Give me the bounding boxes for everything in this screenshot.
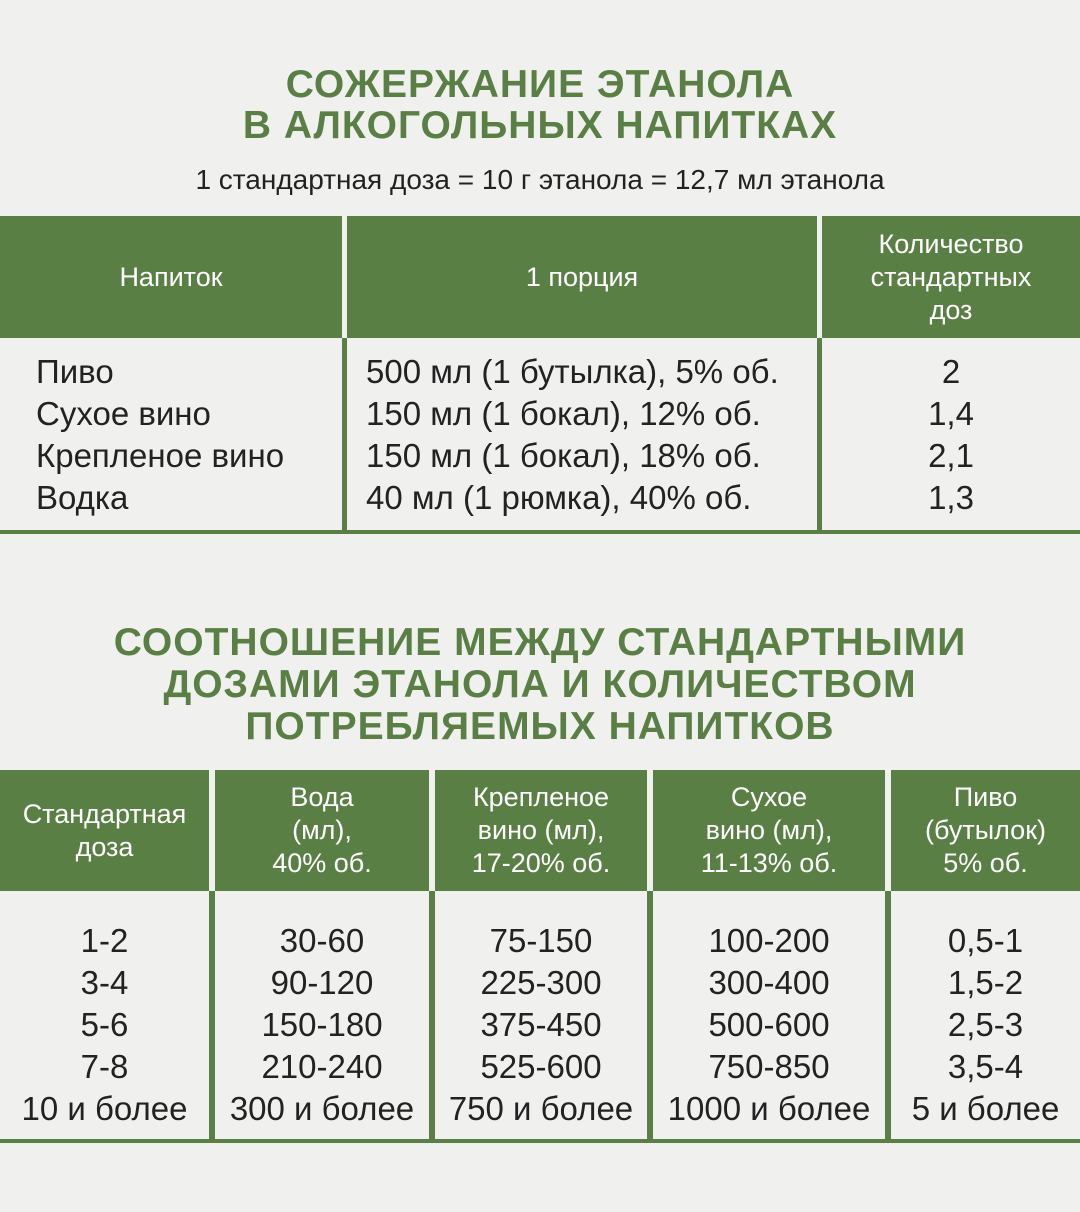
header-line: Крепленое xyxy=(472,782,610,812)
header-drink-label: Напиток xyxy=(119,261,223,292)
standard-dose-column xyxy=(0,920,209,1130)
header-line: вино (мл), xyxy=(705,815,833,845)
table-cell: 5-6 xyxy=(80,1006,129,1043)
table-cell: 75-150 xyxy=(489,922,593,959)
header-standard-dose xyxy=(0,770,209,891)
table-cell: 90-120 xyxy=(270,964,374,1001)
table-cell: 30-60 xyxy=(279,922,365,959)
header-line: Стандартная xyxy=(22,798,187,829)
column-divider xyxy=(342,338,347,532)
table-cell: 300 и более xyxy=(229,1090,415,1127)
table-cell: 150 мл (1 бокал), 18% об. xyxy=(366,437,761,474)
header-doses-line2: стандартных xyxy=(870,261,1032,292)
header-line: (бутылок) xyxy=(924,815,1046,845)
table-cell: Пиво xyxy=(36,353,114,390)
table-cell: 3,5-4 xyxy=(947,1048,1024,1085)
header-line: (мл), xyxy=(292,815,352,845)
fortified-wine-column xyxy=(435,920,647,1130)
table-cell: 750-850 xyxy=(708,1048,830,1085)
section1-title-line2: В АЛКОГОЛЬНЫХ НАПИТКАХ xyxy=(242,104,838,147)
table-cell: 1,4 xyxy=(928,395,974,432)
table-cell: 525-600 xyxy=(480,1048,602,1085)
table-cell: 2 xyxy=(941,353,961,390)
header-doses-line3: доз xyxy=(929,294,973,325)
table-cell: 150 мл (1 бокал), 12% об. xyxy=(366,395,761,432)
header-line: вино (мл), xyxy=(477,815,605,845)
header-line: 40% об. xyxy=(272,848,372,878)
portion-column xyxy=(366,351,811,519)
table-cell: 150-180 xyxy=(261,1006,383,1043)
header-line: 5% об. xyxy=(943,848,1028,878)
section2-title-line2: ДОЗАМИ ЭТАНОЛА И КОЛИЧЕСТВОМ xyxy=(163,663,917,706)
header-doses-line1: Количество xyxy=(878,228,1024,259)
drink-column xyxy=(36,351,336,519)
header-line: Вода xyxy=(290,782,354,812)
table-bottom-border xyxy=(0,1139,1080,1143)
table-cell: 300-400 xyxy=(708,964,830,1001)
header-water xyxy=(215,770,429,891)
table-cell: 10 и более xyxy=(21,1090,188,1127)
header-dry-wine xyxy=(653,770,885,891)
table-cell: Крепленое вино xyxy=(36,437,285,474)
header-drink xyxy=(0,216,342,338)
header-line: Сухое xyxy=(730,782,808,812)
doses-column xyxy=(822,351,1080,519)
header-fortified-wine xyxy=(435,770,647,891)
header-portion xyxy=(347,216,817,338)
section1-subtitle: 1 стандартная доза = 10 г этанола = 12,7 мл этанола xyxy=(195,164,885,195)
table-cell: 40 мл (1 рюмка), 40% об. xyxy=(366,479,752,516)
table-cell: 750 и более xyxy=(448,1090,634,1127)
table-cell: Водка xyxy=(36,479,129,516)
water-column xyxy=(215,920,429,1130)
table-cell: 1000 и более xyxy=(667,1090,871,1127)
section2-title-line3: ПОТРЕБЛЯЕМЫХ НАПИТКОВ xyxy=(245,705,835,748)
table-bottom-border xyxy=(0,530,1080,534)
table-cell: 500 мл (1 бутылка), 5% об. xyxy=(366,353,779,390)
table-cell: 1-2 xyxy=(80,922,129,959)
beer-column xyxy=(891,920,1080,1130)
section1-title-line1: СОЖЕРЖАНИЕ ЭТАНОЛА xyxy=(285,63,795,106)
section2-title-line1: СООТНОШЕНИЕ МЕЖДУ СТАНДАРТНЫМИ xyxy=(113,621,967,664)
table-cell: 0,5-1 xyxy=(947,922,1024,959)
table-cell: 1,5-2 xyxy=(947,964,1024,1001)
header-line: Пиво xyxy=(953,782,1018,812)
header-line: доза xyxy=(75,831,134,862)
header-beer xyxy=(891,770,1080,891)
table-cell: 100-200 xyxy=(708,922,830,959)
header-line: 17-20% об. xyxy=(471,848,611,878)
header-portion-label: 1 порция xyxy=(525,261,639,292)
table-cell: 3-4 xyxy=(80,964,129,1001)
table-cell: 2,1 xyxy=(928,437,974,474)
table-cell: 375-450 xyxy=(480,1006,602,1043)
table-cell: 500-600 xyxy=(708,1006,830,1043)
header-doses xyxy=(822,216,1080,338)
table-cell: 2,5-3 xyxy=(947,1006,1024,1043)
table-cell: 7-8 xyxy=(80,1048,129,1085)
table-cell: 210-240 xyxy=(261,1048,383,1085)
table-cell: Сухое вино xyxy=(36,395,211,432)
dry-wine-column xyxy=(653,920,885,1130)
table-cell: 225-300 xyxy=(480,964,602,1001)
table-cell: 5 и более xyxy=(911,1090,1060,1127)
table-cell: 1,3 xyxy=(928,479,974,516)
header-line: 11-13% об. xyxy=(700,848,838,878)
